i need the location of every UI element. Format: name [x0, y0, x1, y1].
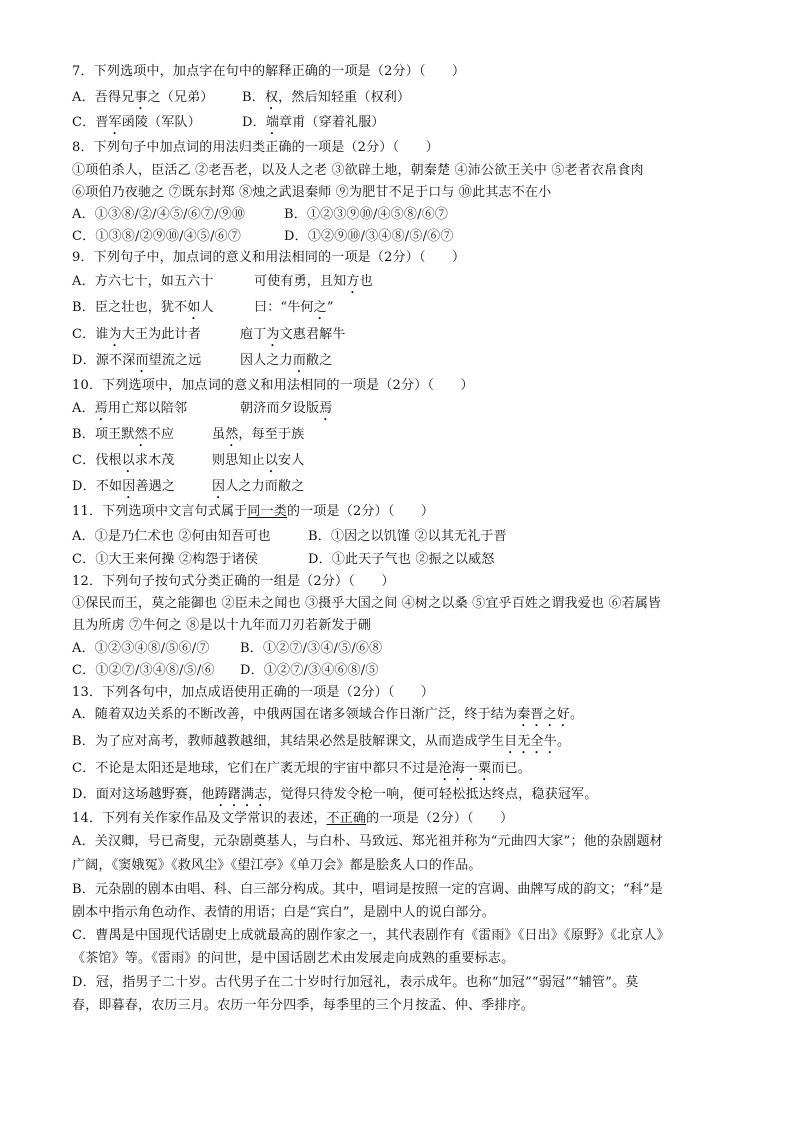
- q12-sentences-line1: ①保民而王，莫之能御也 ②臣未之闻也 ③摄乎大国之间 ④树之以桑 ⑤宜乎百姓之谓我爱也 ⑥若属皆: [72, 596, 662, 611]
- q12-option-d: D．①②⑦/③④⑥⑧/⑤: [240, 663, 379, 678]
- q13-stem: 13．下列各句中，加点成语使用正确的一项是（2分）（ ）: [72, 685, 435, 700]
- q13-option-b: B．为了应对高考，教师越教越细，其结果必然是肢解课文，从而造成学生目无全牛。: [72, 734, 571, 749]
- q7-option-d: D．端章甫（穿着礼服）: [242, 115, 385, 130]
- q12-options-ab: [72, 639, 382, 659]
- q14-option-a-line2: 广阔，《窦娥冤》《救风尘》《望江亭》《单刀会》都是脍炙人口的作品。: [72, 858, 482, 873]
- q10-option-d: D．不如因善遇之 因人之力而敝之: [72, 479, 305, 494]
- q14-option-b-line2: 剧本中指示角色动作、表情的用语；白是“宾白”，是剧中人的说白部分。: [72, 905, 495, 920]
- q13-option-d: D．面对这场越野赛，他踌躇满志，觉得只待发令枪一响，便可轻松抵达终点，稳获冠军。: [72, 787, 598, 802]
- q11-options-cd: [72, 550, 495, 570]
- q8-option-b: B．①②③⑨⑩/④⑤⑧/⑥⑦: [284, 207, 449, 222]
- q8-sentences-line2: ⑥项伯乃夜驰之 ⑦既东封郑 ⑧烛之武退秦师 ⑨为肥甘不足于口与 ⑩此其志不在小: [72, 185, 552, 200]
- q14-stem: 14．下列有关作家作品及文学常识的表述，不正确的一项是（2分）（ ）: [72, 811, 514, 826]
- q7-stem: 7．下列选项中，加点字在句中的解释正确的一项是（2分）（ ）: [72, 64, 466, 79]
- q12-option-b: B．①②⑦/③④/⑤/⑥⑧: [240, 641, 383, 656]
- q7-option-c: C．晋军函陵（军队）: [72, 115, 201, 130]
- q8-option-c: C．①③⑧/②⑨⑩/④⑤/⑥⑦: [72, 229, 242, 244]
- q10-stem: 10．下列选项中，加点词的意义和用法相同的一项是（2分）（ ）: [72, 378, 474, 393]
- q11-option-b: B．①因之以饥馑 ②以其无礼于晋: [308, 529, 507, 544]
- q13-option-a: A．随着双边关系的不断改善，中俄两国在诸多领域合作日渐广泛，终于结为秦晋之好。: [72, 707, 584, 722]
- q8-options-cd: [72, 227, 454, 247]
- q14-option-c-line2: 《茶馆》等。《雷雨》的问世，是中国话剧艺术由发展走向成熟的重要标志。: [72, 951, 515, 966]
- q9-option-c: C．谁为大王为此计者 庖丁为文惠君解牛: [72, 327, 346, 342]
- q7-options-cd: [72, 113, 385, 138]
- q7-options-ab: [72, 88, 410, 113]
- q13-option-c: C．不论是太阳还是地球，它们在广袤无垠的宇宙中都只不过是沧海一粟而已。: [72, 761, 531, 776]
- q7-option-a: A．吾得兄事之（兄弟）: [72, 90, 214, 105]
- q10-option-b: B．项王默然不应 虽然，每至于族: [72, 427, 305, 442]
- q11-option-a: A．①是乃仁术也 ②何由知吾可也: [72, 529, 271, 544]
- q7-option-b: B．权，然后知轻重（权利）: [242, 90, 411, 105]
- q14-option-d-line1: D．冠，指男子二十岁。古代男子在二十岁时行加冠礼，表示成年。也称“加冠”“弱冠”“辅管”。莫: [72, 975, 639, 990]
- q14-option-b-line1: B．元杂剧的剧本由唱、科、白三部分构成。其中，唱词是按照一定的宫调、曲牌写成的韵文；“科”是: [72, 882, 664, 897]
- q10-option-c: C．伐根以求木茂 则思知止以安人: [72, 453, 305, 468]
- q8-stem: 8．下列句子中加点词的用法归类正确的一项是（2分）（ ）: [72, 140, 439, 155]
- q8-option-a: A．①③⑧/②/④⑤/⑥⑦/⑨⑩: [72, 207, 246, 222]
- q12-option-c: C．①②⑦/③④⑧/⑤/⑥: [72, 663, 215, 678]
- q10-option-a: A．焉用亡郑以陪邻 朝济而夕设版焉: [72, 401, 333, 416]
- q9-option-b: B．臣之壮也，犹不如人 曰：“牛何之”: [72, 300, 334, 315]
- q14-option-d-line2: 春，即暮春，农历三月。农历一年分四季，每季里的三个月按孟、仲、季排序。: [72, 998, 535, 1013]
- q9-option-d: D．源不深而望流之远 因人之力而敝之: [72, 353, 333, 368]
- q12-options-cd: [72, 661, 379, 681]
- q9-stem: 9．下列句子中，加点词的意义和用法相同的一项是（2分）（ ）: [72, 250, 466, 265]
- q8-option-d: D．①②⑨⑩/③④⑧/⑤/⑥⑦: [284, 229, 454, 244]
- q14-option-c-line1: C．曹禺是中国现代话剧史上成就最高的剧作家之一，其代表剧作有《雷雨》《日出》《原野》《北京人》: [72, 928, 670, 943]
- q14-option-a-line1: A．关汉卿，号已斋叟，元杂剧奠基人，与白朴、马致远、郑光祖并称为“元曲四大家”；他的杂剧题材: [72, 834, 663, 849]
- q8-options-ab: [72, 205, 448, 225]
- q12-sentences-line2: 且为所虏 ⑦牛何之 ⑧是以十九年而刀刃若新发于硎: [72, 618, 372, 633]
- q11-stem: 11．下列选项中文言句式属于同一类的一项是（2分）（ ）: [72, 504, 435, 519]
- q9-option-a: A．方六七十，如五六十 可使有勇，且知方也: [72, 274, 373, 289]
- q11-options-ab: [72, 527, 507, 547]
- q11-option-d: D．①此天子气也 ②振之以威怒: [308, 552, 495, 567]
- q11-option-c: C．①大王来何操 ②构怨于诸侯: [72, 552, 259, 567]
- q12-option-a: A．①②③④⑧/⑤⑥/⑦: [72, 641, 210, 656]
- q12-stem: 12．下列句子按句式分类正确的一组是（2分）（ ）: [72, 574, 395, 589]
- q8-sentences-line1: ①项伯杀人，臣活乙 ②老吾老，以及人之老 ③欲辟土地，朝秦楚 ④沛公欲王关中 ⑤老者衣帛食肉: [72, 163, 644, 178]
